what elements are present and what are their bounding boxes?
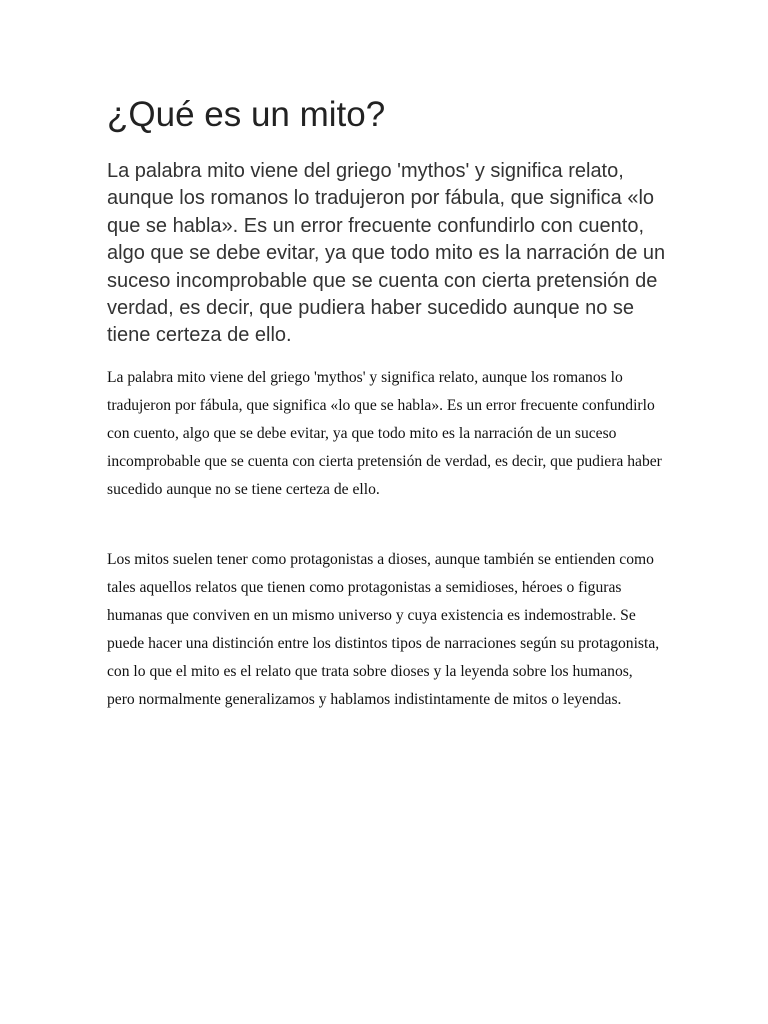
body-paragraph-2: Los mitos suelen tener como protagonistas a dioses, aunque también se entienden como tales aquellos relatos que tienen como protagonistas a semidioses, héroes o figuras humanas que conviven en un mismo universo y cuya existencia es indemostrable. Se puede hacer una distinción entre los distintos tipos de narraciones según su protagonista, con lo que el mito es el relato que trata sobre dioses y la leyenda sobre los humanos, pero normalmente generalizamos y hablamos indistintamente de mitos o leyendas. (107, 551, 660, 708)
body-paragraph-1: La palabra mito viene del griego 'mythos' y significa relato, aunque los romanos lo tradujeron por fábula, que significa «lo que se habla». Es un error frecuente confundirlo con cuento, algo que se debe evitar, ya que todo mito es la narración de un suceso incomprobable que se cuenta con cierta pretensión de verdad, es decir, que pudiera haber sucedido aunque no se tiene certeza de ello. (107, 369, 662, 498)
lead-paragraph: La palabra mito viene del griego 'mythos' y significa relato, aunque los romanos lo tradujeron por fábula, que significa «lo que se habla». Es un error frecuente confundirlo con cuento, algo que se debe evitar, ya que todo mito es la narración de un suceso incomprobable que se cuenta con cierta pretensión de verdad, es decir, que pudiera haber sucedido aunque no se tiene certeza de ello. (107, 160, 666, 347)
page-title: ¿Qué es un mito? (107, 95, 386, 134)
